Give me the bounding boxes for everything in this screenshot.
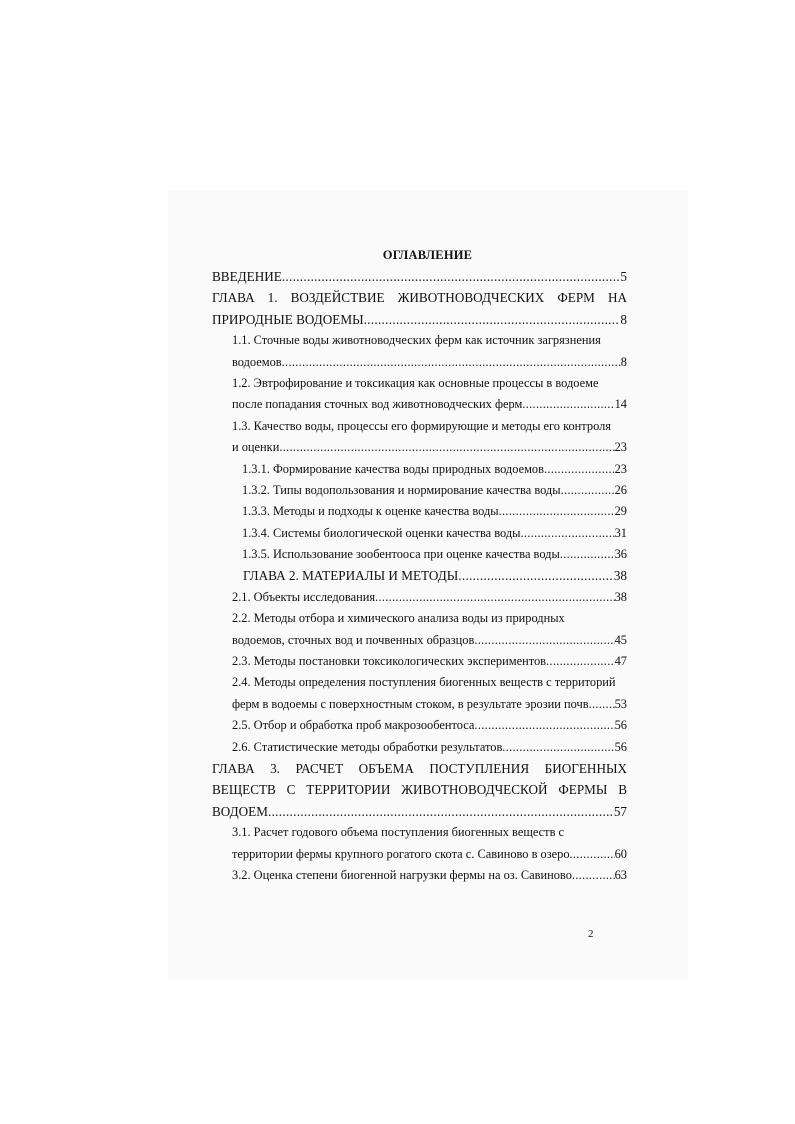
entry-text: и оценки — [232, 440, 280, 455]
entry-last-line — [212, 352, 627, 373]
entry-last-line — [212, 394, 627, 415]
toc-entry-2-5[interactable] — [212, 715, 627, 736]
entry-last-line — [212, 801, 627, 822]
entry-line: ВЕЩЕСТВ С ТЕРРИТОРИИ ЖИВОТНОВОДЧЕСКОЙ ФЕРМЫ В — [212, 782, 627, 798]
entry-line: 2.4. Методы определения поступления биогенных веществ с территорий — [232, 675, 616, 690]
entry-page: 57 — [613, 803, 627, 819]
dot-leader — [279, 437, 614, 458]
entry-page: 36 — [614, 547, 627, 562]
dot-leader — [570, 844, 615, 865]
entry-page: 56 — [614, 718, 627, 733]
toc-entry-2-4[interactable] — [212, 672, 627, 715]
entry-text: ВВЕДЕНИЕ — [212, 269, 282, 284]
toc-entry-2-2[interactable] — [212, 608, 627, 651]
toc-entry-1-3-5[interactable] — [212, 544, 627, 565]
entry-line: 1.3. Качество воды, процессы его формирующие и методы его контроля — [232, 418, 611, 433]
table-of-contents — [212, 244, 627, 886]
entry-page: 5 — [620, 269, 627, 284]
entry-text: водоемов, сточных вод и почвенных образцов — [232, 632, 475, 647]
toc-entry-intro[interactable] — [212, 266, 627, 287]
toc-entry-1-3-4[interactable] — [212, 523, 627, 544]
entry-last-line — [212, 309, 627, 330]
entry-text: 1.3.5. Использование зообентооса при оценке качества воды — [242, 547, 560, 562]
entry-text: ПРИРОДНЫЕ ВОДОЕМЫ — [212, 311, 364, 327]
entry-text: территории фермы крупного рогатого скота с. Савиново в озеро — [232, 846, 570, 861]
dot-leader — [268, 801, 614, 822]
entry-page: 31 — [614, 525, 627, 540]
toc-entry-chapter-3[interactable] — [212, 758, 627, 822]
entry-page: 56 — [614, 739, 627, 754]
toc-title: ОГЛАВЛЕНИЕ — [382, 248, 473, 262]
entry-text: 1.3.1. Формирование качества воды природных водоемов — [242, 461, 544, 476]
entry-page: 60 — [614, 846, 627, 861]
entry-page: 8 — [620, 354, 627, 369]
entry-text: водоемов — [232, 354, 282, 369]
dot-leader — [474, 715, 614, 736]
entry-line: 2.2. Методы отбора и химического анализа воды из природных — [232, 611, 565, 626]
entry-text: 1.3.2. Типы водопользования и нормирование качества воды — [242, 482, 561, 497]
entry-page: 47 — [614, 654, 627, 669]
toc-entry-1-2[interactable] — [212, 373, 627, 416]
page-number: 2 — [588, 928, 594, 940]
entry-last-line — [212, 437, 627, 458]
toc-entry-1-3-1[interactable] — [212, 459, 627, 480]
dot-leader — [572, 865, 615, 886]
entry-page: 53 — [614, 696, 627, 711]
dot-leader — [474, 630, 614, 651]
entry-text: ВОДОЕМ — [212, 803, 268, 819]
entry-text: ГЛАВА 2. МАТЕРИАЛЫ И МЕТОДЫ — [243, 568, 459, 584]
dot-leader — [544, 459, 615, 480]
dot-leader — [282, 266, 621, 287]
dot-leader — [458, 565, 614, 586]
dot-leader — [546, 651, 615, 672]
entry-text: 2.3. Методы постановки токсикологических экспериментов — [232, 654, 547, 669]
entry-page: 14 — [614, 397, 627, 412]
dot-leader — [282, 352, 621, 373]
dot-leader — [364, 309, 621, 330]
entry-last-line — [212, 844, 627, 865]
toc-entry-chapter-1[interactable] — [212, 287, 627, 330]
dot-leader — [522, 394, 614, 415]
toc-entry-1-3-2[interactable] — [212, 480, 627, 501]
dot-leader — [560, 544, 615, 565]
entry-page: 8 — [620, 311, 627, 327]
entry-text: 2.6. Статистические методы обработки результатов — [232, 739, 503, 754]
toc-entry-2-6[interactable] — [212, 737, 627, 758]
entry-page: 23 — [614, 461, 627, 476]
toc-entry-3-2[interactable] — [212, 865, 627, 886]
entry-line: 1.1. Сточные воды животноводческих ферм как источник загрязнения — [232, 333, 601, 348]
entry-text: 3.2. Оценка степени биогенной нагрузки фермы на оз. Савиново — [232, 867, 572, 882]
dot-leader — [499, 501, 615, 522]
entry-page: 45 — [614, 632, 627, 647]
entry-line: ГЛАВА 1. ВОЗДЕЙСТВИЕ ЖИВОТНОВОДЧЕСКИХ ФЕРМ НА — [212, 290, 627, 306]
toc-entry-1-3[interactable] — [212, 416, 627, 459]
entry-page: 63 — [614, 867, 627, 882]
entry-page: 23 — [614, 440, 627, 455]
toc-entry-1-3-3[interactable] — [212, 501, 627, 522]
entry-last-line — [212, 630, 627, 651]
entry-page: 38 — [613, 568, 627, 584]
toc-entry-2-1[interactable] — [212, 587, 627, 608]
entry-text: ферм в водоемы с поверхностным стоком, в результате эрозии почв — [232, 696, 589, 711]
entry-line: 1.2. Эвтрофирование и токсикация как основные процессы в водоеме — [232, 375, 599, 390]
dot-leader — [375, 587, 615, 608]
entry-text: 2.5. Отбор и обработка проб макрозообентоса — [232, 718, 475, 733]
entry-page: 26 — [614, 482, 627, 497]
toc-entry-1-1[interactable] — [212, 330, 627, 373]
dot-leader — [589, 694, 615, 715]
toc-entry-chapter-2[interactable] — [212, 565, 627, 586]
toc-entry-3-1[interactable] — [212, 822, 627, 865]
entry-text: после попадания сточных вод животноводческих ферм — [232, 397, 523, 412]
toc-entry-2-3[interactable] — [212, 651, 627, 672]
entry-page: 38 — [614, 589, 627, 604]
entry-last-line — [212, 694, 627, 715]
entry-line: 3.1. Расчет годового объема поступления биогенных веществ с — [232, 825, 565, 840]
dot-leader — [502, 737, 614, 758]
entry-line: ГЛАВА 3. РАСЧЕТ ОБЪЕМА ПОСТУПЛЕНИЯ БИОГЕННЫХ — [212, 760, 627, 776]
entry-text: 1.3.4. Системы биологической оценки качества воды — [242, 525, 521, 540]
entry-text: 2.1. Объекты исследования — [232, 589, 376, 604]
dot-leader — [520, 523, 614, 544]
entry-page: 29 — [614, 504, 627, 519]
dot-leader — [561, 480, 615, 501]
entry-text: 1.3.3. Методы и подходы к оценке качества воды — [242, 504, 499, 519]
